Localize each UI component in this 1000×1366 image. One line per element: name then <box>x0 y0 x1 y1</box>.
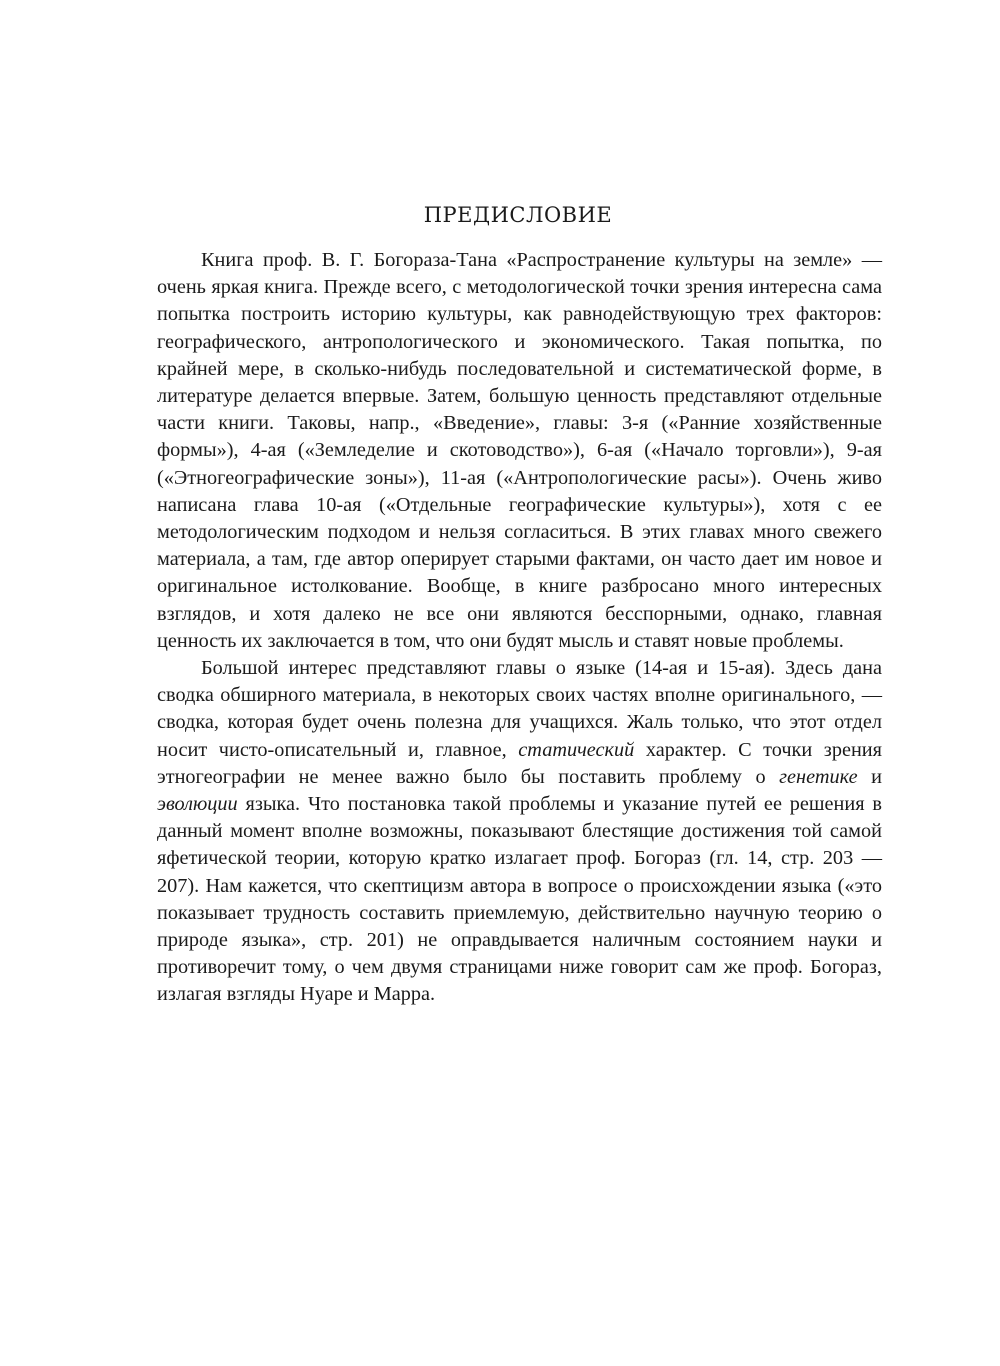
emphasis-static: статический <box>518 738 635 761</box>
emphasis-genetics: генетике <box>779 765 858 788</box>
paragraph-1: Книга проф. В. Г. Богораза-Тана «Распространение культуры на земле» — очень яркая книга. Прежде всего, с методологической точки зрения интересна сама попытка построить историю культуры, как равнодействующую трех факторов: географического, антропологического и экономического. Такая попытка, по крайней мере, в сколько-нибудь последовательной и систематической форме, в литературе делается впервые. Затем, большую ценность представляют отдельные части книги. Таковы, напр., «Введение», главы: 3-я («Ранние хозяйственные формы»), 4-ая («Земледелие и скотоводство»), 6-ая («Начало торговли»), 9-ая («Этногеографические зоны»), 11-ая («Антропологические расы»). Очень живо написана глава 10-ая («Отдельные географические культуры»), хотя с ее методологическим подходом и нельзя согласиться. В этих главах много свежего материала, а там, где автор оперирует старыми фактами, он часто дает им новое и оригинальное истолкование. Вообще, в книге разбросано много интересных взглядов, и хотя далеко не все они являются бесспорными, однако, главная ценность их заключается в том, что они будят мысль и ставят новые проблемы. <box>157 249 882 652</box>
page-title: ПРЕДИСЛОВИЕ <box>423 203 613 227</box>
paragraph-2-part-3: и <box>857 765 882 788</box>
emphasis-evolution: эволюции <box>157 793 238 816</box>
body-text <box>157 247 882 1009</box>
paragraph-2-part-1: Большой интерес представляют главы о языке (14-ая и 15-ая). Здесь дана сводка обширного материала, в некоторых своих частях вполне оригинального, — сводка, которая будет очень полезна для учащихся. Жаль только, что этот отдел носит чисто-описательный и, главное, <box>157 657 882 761</box>
paragraph-2-part-2: характер. С точки зрения этногеографии не менее важно было бы поставить проблему о <box>157 738 882 788</box>
paragraph-2 <box>157 655 882 1009</box>
paragraph-2-part-4: языка. Что постановка такой проблемы и указание путей ее решения в данный момент вполне возможны, показывают блестящие достижения той самой яфетической теории, которую кратко излагает проф. Богораз (гл. 14, стр. 203 — 207). Нам кажется, что скептицизм автора в вопросе о происхождении языка («это показывает трудность составить приемлемую, действительно научную теорию о природе языка», стр. 201) не оправдывается наличным состоянием науки и противоречит тому, о чем двумя страницами ниже говорит сам же проф. Богораз, излагая взгляды Нуаре и Марра. <box>157 793 882 1006</box>
